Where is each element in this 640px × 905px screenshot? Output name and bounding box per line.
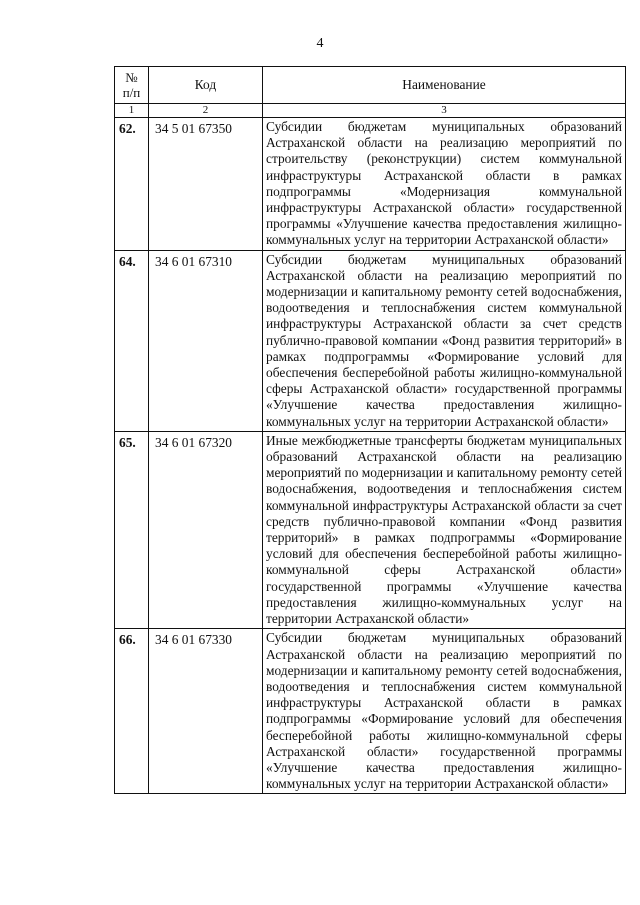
header-number: [115, 67, 149, 104]
column-index-2: 2: [149, 104, 263, 118]
table-row: [115, 629, 626, 794]
table-header-row: [115, 67, 626, 104]
row-name: Субсидии бюджетам муниципальных образований Астраханской области на реализацию мероприятий по модернизации и капитальному ремонту сетей водоснабжения, водоотведения и теплоснабжения систем коммунальной инфраструктуры Астраханской области в рамках подпрограммы «Формирование условий для обеспечения бесперебойной работы жилищно-коммунальной сферы Астраханской области» государственной программы «Улучшение качества предоставления жилищно-коммунальных услуг на территории Астраханской области»: [263, 629, 626, 794]
header-number-symbol: №: [125, 70, 138, 85]
row-number: 64.: [115, 250, 149, 431]
column-index-3: 3: [263, 104, 626, 118]
row-number: 65.: [115, 431, 149, 628]
header-number-abbr: п/п: [122, 85, 141, 100]
row-code: 34 6 01 67330: [149, 629, 263, 794]
row-name: Субсидии бюджетам муниципальных образований Астраханской области на реализацию мероприятий по модернизации и капитальному ремонту сетей водоснабжения, водоотведения и теплоснабжения систем коммунальной инфраструктуры Астраханской области за счет средств публично-правовой компании «Фонд развития территорий» в рамках подпрограммы «Формирование условий для обеспечения бесперебойной работы жилищно-коммунальной сферы Астраханской области» государственной программы «Улучшение качества предоставления жилищно-коммунальных услуг на территории Астраханской области»: [263, 250, 626, 431]
column-index-row: [115, 104, 626, 118]
row-code: 34 6 01 67310: [149, 250, 263, 431]
row-code: 34 6 01 67320: [149, 431, 263, 628]
header-code: Код: [149, 67, 263, 104]
row-name: Иные межбюджетные трансферты бюджетам муниципальных образований Астраханской области на реализацию мероприятий по модернизации и капитальному ремонту сетей водоснабжения, водоотведения и теплоснабжения систем коммунальной инфраструктуры Астраханской области за счет средств публично-правовой компании «Фонд развития территорий» в рамках подпрограммы «Формирование условий для обеспечения бесперебойной работы жилищно-коммунальной сферы Астраханской области» государственной программы «Улучшение качества предоставления жилищно-коммунальных услуг на территории Астраханской области»: [263, 431, 626, 628]
page-number: 4: [316, 36, 324, 51]
row-number: 66.: [115, 629, 149, 794]
table-row: [115, 250, 626, 431]
column-index-1: 1: [115, 104, 149, 118]
budget-codes-table: [114, 66, 626, 794]
table-row: [115, 118, 626, 251]
row-name: Субсидии бюджетам муниципальных образований Астраханской области на реализацию мероприятий по строительству (реконструкции) систем коммунальной инфраструктуры Астраханской области в рамках подпрограммы «Модернизация коммунальной инфраструктуры Астраханской области» государственной программы «Улучшение качества предоставления жилищно-коммунальных услуг на территории Астраханской области»: [263, 118, 626, 251]
row-number: 62.: [115, 118, 149, 251]
header-name: Наименование: [263, 67, 626, 104]
row-code: 34 5 01 67350: [149, 118, 263, 251]
table-row: [115, 431, 626, 628]
